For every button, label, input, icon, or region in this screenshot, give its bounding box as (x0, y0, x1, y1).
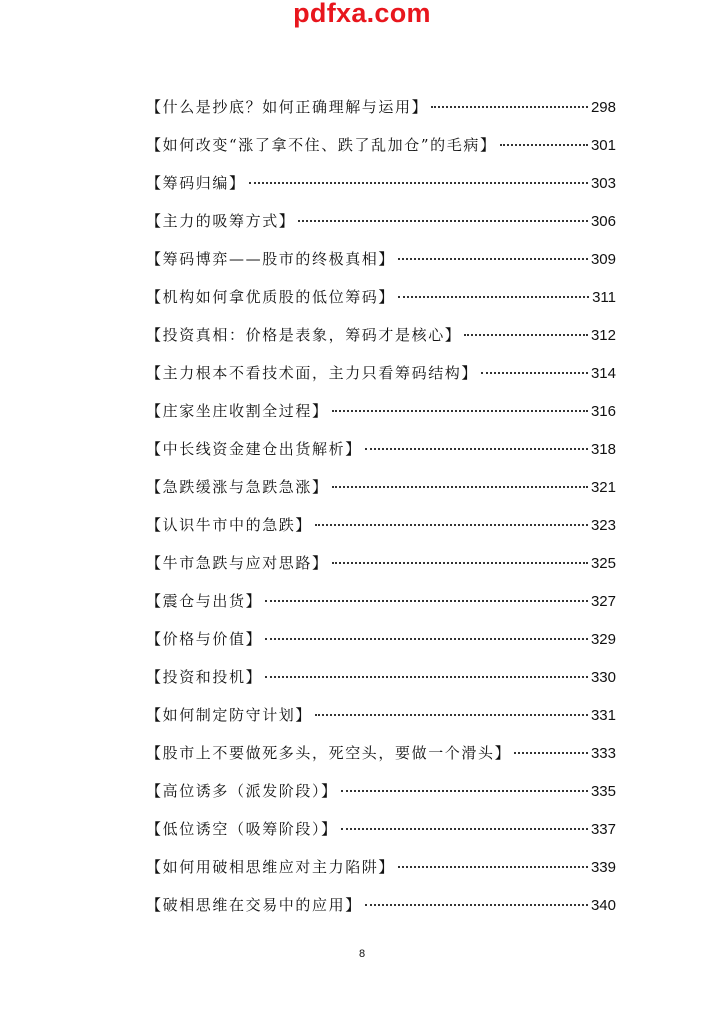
toc-entry[interactable] (146, 436, 616, 474)
toc-entry-title: 【急跌缓涨与急跌急涨】 (146, 478, 329, 496)
toc-entry-page: 340 (590, 897, 616, 914)
toc-entry[interactable] (146, 854, 616, 892)
toc-entry[interactable] (146, 322, 616, 360)
toc-entry[interactable] (146, 892, 616, 930)
toc-entry[interactable] (146, 284, 616, 322)
toc-entry-page: 311 (592, 289, 616, 306)
toc-entry-title: 【投资和投机】 (146, 668, 263, 686)
toc-leader-dots (431, 106, 588, 108)
toc-entry-page: 298 (590, 99, 616, 116)
toc-entry-page: 309 (590, 251, 616, 268)
toc-entry-title: 【庄家坐庄收割全过程】 (146, 402, 329, 420)
toc-entry-page: 329 (590, 631, 616, 648)
toc-entry-title: 【如何用破相思维应对主力陷阱】 (146, 858, 396, 876)
toc-entry-title: 【主力根本不看技术面，主力只看筹码结构】 (146, 364, 479, 382)
toc-entry-title: 【主力的吸筹方式】 (146, 212, 296, 230)
toc-entry[interactable] (146, 816, 616, 854)
toc-entry[interactable] (146, 360, 616, 398)
table-of-contents (146, 94, 616, 930)
toc-leader-dots (265, 600, 588, 602)
toc-entry[interactable] (146, 664, 616, 702)
toc-entry[interactable] (146, 702, 616, 740)
toc-entry-title: 【如何改变“涨了拿不住、跌了乱加仓”的毛病】 (146, 136, 497, 154)
toc-entry[interactable] (146, 208, 616, 246)
toc-entry[interactable] (146, 474, 616, 512)
toc-entry-title: 【认识牛市中的急跌】 (146, 516, 313, 534)
toc-leader-dots (514, 752, 588, 754)
toc-leader-dots (332, 562, 588, 564)
toc-entry-title: 【什么是抄底？如何正确理解与运用】 (146, 98, 429, 116)
toc-entry[interactable] (146, 550, 616, 588)
toc-leader-dots (315, 524, 588, 526)
toc-leader-dots (265, 676, 588, 678)
toc-entry[interactable] (146, 246, 616, 284)
page-number: 8 (358, 948, 366, 960)
toc-entry-page: 333 (590, 745, 616, 762)
toc-entry[interactable] (146, 398, 616, 436)
toc-leader-dots (332, 410, 588, 412)
toc-entry-title: 【中长线资金建仓出货解析】 (146, 440, 362, 458)
toc-entry-title: 【筹码博弈——股市的终极真相】 (146, 250, 396, 268)
toc-entry-page: 306 (590, 213, 616, 230)
toc-entry-title: 【高位诱多（派发阶段）】 (146, 782, 338, 800)
toc-entry-page: 327 (590, 593, 616, 610)
toc-leader-dots (500, 144, 588, 146)
toc-entry-page: 312 (590, 327, 616, 344)
toc-entry-title: 【筹码归编】 (146, 174, 246, 192)
toc-entry-page: 323 (590, 517, 616, 534)
toc-leader-dots (365, 904, 588, 906)
toc-leader-dots (332, 486, 588, 488)
toc-entry[interactable] (146, 740, 616, 778)
toc-leader-dots (398, 258, 588, 260)
toc-entry-page: 325 (590, 555, 616, 572)
toc-entry[interactable] (146, 94, 616, 132)
toc-entry-page: 314 (590, 365, 616, 382)
toc-entry-title: 【低位诱空（吸筹阶段）】 (146, 820, 338, 838)
watermark-logo[interactable]: pdfxa.com (293, 0, 431, 28)
toc-leader-dots (365, 448, 588, 450)
toc-entry-page: 316 (590, 403, 616, 420)
toc-entry[interactable] (146, 626, 616, 664)
toc-entry[interactable] (146, 132, 616, 170)
toc-leader-dots (265, 638, 588, 640)
toc-entry-page: 331 (590, 707, 616, 724)
toc-entry-title: 【股市上不要做死多头，死空头，要做一个滑头】 (146, 744, 512, 762)
toc-entry-title: 【机构如何拿优质股的低位筹码】 (146, 288, 396, 306)
toc-entry-page: 318 (590, 441, 616, 458)
toc-entry[interactable] (146, 512, 616, 550)
toc-entry-title: 【如何制定防守计划】 (146, 706, 313, 724)
toc-entry-page: 321 (590, 479, 616, 496)
toc-entry[interactable] (146, 588, 616, 626)
toc-entry-title: 【价格与价值】 (146, 630, 263, 648)
toc-entry-title: 【破相思维在交易中的应用】 (146, 896, 362, 914)
toc-leader-dots (464, 334, 588, 336)
toc-leader-dots (398, 296, 589, 298)
toc-entry-page: 330 (590, 669, 616, 686)
toc-leader-dots (341, 790, 588, 792)
toc-leader-dots (398, 866, 588, 868)
toc-entry-page: 335 (590, 783, 616, 800)
toc-entry-page: 337 (590, 821, 616, 838)
toc-leader-dots (481, 372, 588, 374)
toc-leader-dots (298, 220, 588, 222)
toc-entry-page: 301 (590, 137, 616, 154)
toc-entry-title: 【投资真相：价格是表象，筹码才是核心】 (146, 326, 462, 344)
toc-entry[interactable] (146, 778, 616, 816)
toc-entry-page: 339 (590, 859, 616, 876)
toc-entry-title: 【牛市急跌与应对思路】 (146, 554, 329, 572)
toc-leader-dots (315, 714, 588, 716)
toc-entry-page: 303 (590, 175, 616, 192)
toc-leader-dots (249, 182, 588, 184)
toc-entry[interactable] (146, 170, 616, 208)
toc-entry-title: 【震仓与出货】 (146, 592, 263, 610)
toc-leader-dots (341, 828, 588, 830)
